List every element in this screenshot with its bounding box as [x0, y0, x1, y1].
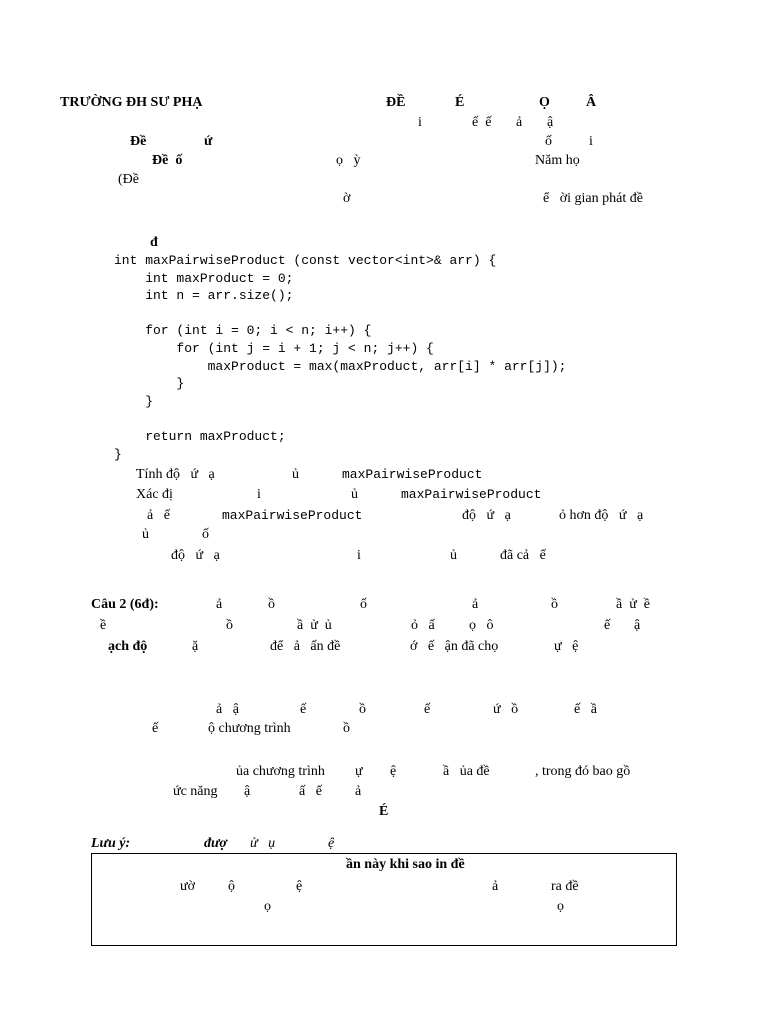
note-box-l1-f1: ườ: [180, 879, 195, 894]
exam-title-part-2: É: [455, 95, 465, 110]
q2-line7-f3: ấ ế: [299, 784, 322, 799]
task-2-fragment-2: ủ: [351, 487, 358, 502]
task-4-text: ủ: [142, 527, 149, 542]
task-2-fragment-1: i: [257, 487, 261, 502]
q2-line6-f1: ủa chương trình: [236, 764, 325, 779]
code-line: int maxProduct = 0;: [114, 271, 294, 286]
q2-line1-f4: ả: [472, 597, 479, 612]
q2-line2-f3: ầ ử ủ: [297, 618, 332, 633]
note-box-l2-f2: ọ: [557, 899, 564, 914]
code-line: for (int i = 0; i < n; i++) {: [114, 323, 372, 338]
exam-title-part-4: Â: [586, 95, 597, 110]
school-name: TRƯỜNG ĐH SƯ PHẠ: [60, 95, 203, 110]
time-fragment: ờ: [343, 191, 351, 206]
q2-line2-f7: ậ: [634, 618, 641, 633]
faculty-label: Đề: [130, 134, 147, 149]
q2-line2-f1: ề: [100, 618, 107, 633]
exam-title-part-1: ĐỀ: [386, 95, 406, 110]
q2-line4-f5: ứ ồ: [493, 702, 519, 717]
q2-line4-f1: ả ậ: [216, 702, 239, 717]
q2-line1-f6: ầ ử ề: [616, 597, 651, 612]
q2-line4-f6: ế ầ: [574, 702, 597, 717]
q2-line4-f3: ồ: [359, 702, 366, 717]
subtitle-fragment-4: ậ: [547, 115, 554, 130]
code-line: maxProduct = max(maxProduct, arr[i] * arr[j]);: [114, 359, 567, 374]
code-line: }: [114, 394, 154, 409]
task-2-function: maxPairwiseProduct: [401, 487, 542, 502]
question1-label: đ: [150, 235, 158, 250]
task-5-fragment-3: đã cả ế: [500, 548, 546, 563]
exam-title-part-3: Ọ: [539, 95, 550, 110]
task-5-fragment-2: ủ: [450, 548, 457, 563]
code-line: return maxProduct;: [114, 429, 286, 444]
task-3-fragment-2: ỏ hơn độ ứ ạ: [559, 508, 644, 523]
q2-line6-f3: ệ: [390, 764, 397, 779]
q2-line5-f2: ộ chương trình: [208, 721, 291, 736]
q2-line3-bold: ạch độ: [108, 639, 148, 654]
exam-note-open: (Đề: [118, 172, 139, 187]
q2-line7-f4: ả: [355, 784, 362, 799]
task-3-text: ả ế: [147, 508, 170, 523]
semester-fragment: ọ ỳ: [336, 153, 361, 168]
q2-line3-f1: ặ: [192, 639, 199, 654]
note-label: Lưu ý:: [91, 836, 131, 851]
task-4-fragment: ố: [202, 527, 209, 542]
task-5-text: độ ứ ạ: [171, 548, 220, 563]
q2-line7-f2: ậ: [244, 784, 251, 799]
end-mark: É: [379, 804, 389, 819]
q2-line1-f2: ồ: [268, 597, 275, 612]
q2-line2-f2: ồ: [226, 618, 233, 633]
q2-line3-f2: để ả ấn đề: [270, 639, 341, 654]
exam-issue-time: ể ời gian phát đề: [543, 191, 643, 206]
subtitle-fragment-1: i: [418, 115, 422, 130]
q2-line6-f5: , trong đó bao gồ: [535, 764, 631, 779]
q2-line2-f5: ọ ô: [469, 618, 494, 633]
note-text: đượ: [204, 836, 227, 851]
task-3-fragment-1: độ ứ ạ: [462, 508, 511, 523]
code-line: int n = arr.size();: [114, 288, 294, 303]
note-box-l1-f2: ộ: [228, 879, 235, 894]
task-2-text: Xác đị: [136, 487, 173, 502]
q2-line1-f5: ồ: [551, 597, 558, 612]
note-box-l1-f5: ra đề: [551, 879, 579, 894]
q2-line2-f6: ế: [604, 618, 611, 633]
task-1-function: maxPairwiseProduct: [342, 467, 483, 482]
q2-line7-f1: ức năng: [173, 784, 218, 799]
code-line: }: [114, 447, 122, 462]
q2-line3-f4: ự ệ: [554, 639, 579, 654]
note-box-title: ần này khi sao in đề: [346, 857, 465, 872]
note-fragment-1: ử ụ: [250, 836, 276, 851]
q2-line2-f4: ỏ ấ: [411, 618, 435, 633]
line2-right-2: i: [589, 134, 593, 149]
q2-line5-f3: ồ: [343, 721, 350, 736]
faculty-fragment: ứ: [204, 134, 213, 149]
subtitle-fragment-2: ế ế: [472, 115, 492, 130]
note-box-l2-f1: ọ: [264, 899, 271, 914]
task-1-fragment: ủ: [292, 467, 299, 482]
q2-line3-f3: ớ ế ận đã chọ: [410, 639, 499, 654]
note-box-l1-f4: ả: [492, 879, 499, 894]
q2-line6-f2: ự: [355, 764, 363, 779]
note-fragment-2: ệ: [328, 836, 335, 851]
code-line: int maxPairwiseProduct (const vector<int>& arr) {: [114, 253, 497, 268]
code-line: for (int j = i + 1; j < n; j++) {: [114, 341, 434, 356]
q2-line6-f4: ầ ủa đề: [443, 764, 490, 779]
note-box-l1-f3: ệ: [296, 879, 303, 894]
q2-line4-f4: ế: [424, 702, 431, 717]
task-1-text: Tính độ ứ ạ: [136, 467, 215, 482]
q2-line5-f1: ế: [152, 721, 159, 736]
exam-number: Đề ố: [152, 153, 183, 168]
q2-line4-f2: ế: [300, 702, 307, 717]
line2-right-1: ố: [545, 134, 552, 149]
code-line: }: [114, 376, 185, 391]
task-3-function: maxPairwiseProduct: [222, 508, 363, 523]
q2-line1-f3: ố: [360, 597, 367, 612]
question2-label: Câu 2 (6đ):: [91, 597, 159, 612]
task-5-fragment-1: i: [357, 548, 361, 563]
school-year: Năm họ: [535, 153, 580, 168]
q2-line1-f1: ả: [216, 597, 223, 612]
subtitle-fragment-3: ả: [516, 115, 523, 130]
